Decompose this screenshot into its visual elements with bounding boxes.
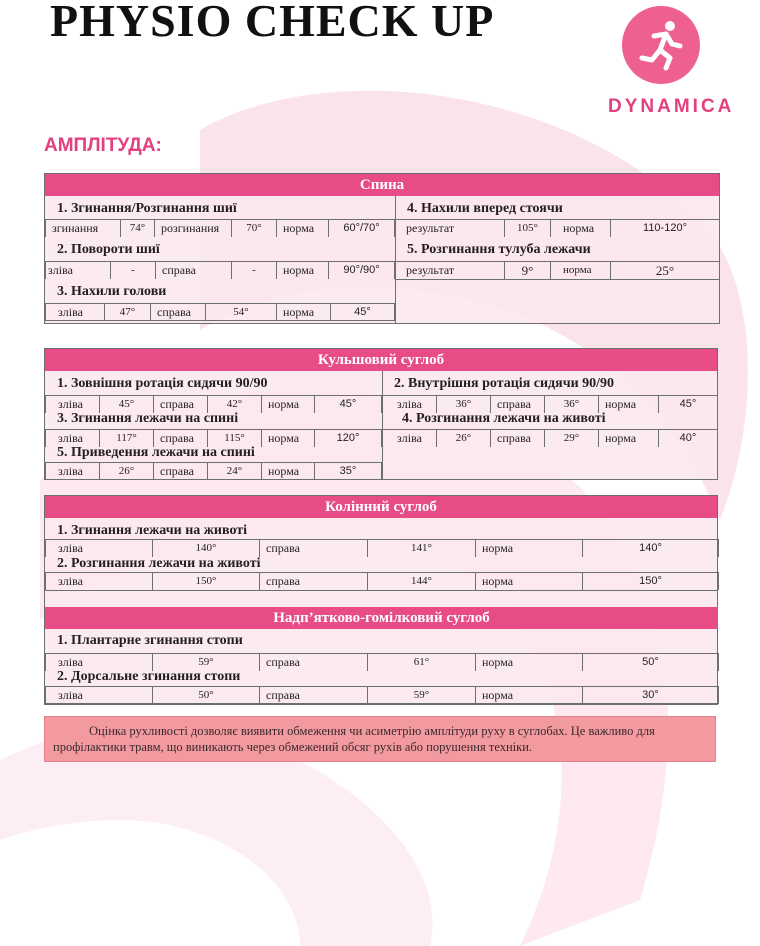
norm-value: 45°: [331, 304, 395, 320]
norm-label: норма: [277, 220, 329, 237]
left-label: зліва: [45, 540, 153, 557]
right-value: 141°: [368, 540, 476, 557]
right-label: справа: [154, 463, 208, 479]
left-value: -: [111, 262, 156, 279]
norm-value: 140°: [583, 540, 719, 557]
right-value: 115°: [208, 430, 262, 447]
norm-value: 25°: [611, 262, 720, 279]
right-value: 59°: [368, 687, 476, 703]
right-label: справа: [156, 262, 232, 279]
norm-label: норма: [551, 262, 611, 279]
left-label: зліва: [45, 573, 153, 590]
right-label: справа: [491, 430, 545, 447]
knee-ext-title: 2. Розгинання лежачи на животі: [57, 556, 261, 571]
plantar-title: 1. Плантарне згинання стопи: [57, 633, 243, 648]
ankle-panel-title: Надп’ятково-гомілковий суглоб: [45, 607, 718, 629]
trunk-ext-row: [395, 261, 720, 279]
knee-panel-title: Колінний суглоб: [45, 496, 717, 518]
adduction-title: 5. Приведення лежачи на спині: [57, 445, 255, 460]
norm-value: 35°: [315, 463, 382, 479]
result-value: 9°: [505, 262, 551, 279]
left-label: зліва: [45, 304, 105, 320]
left-label: зліва: [45, 463, 100, 479]
left-value: 117°: [100, 430, 154, 447]
left-value: 50°: [153, 687, 260, 703]
hip-ext-title: 4. Розгинання лежачи на животі: [402, 411, 606, 426]
norm-value: 45°: [659, 396, 718, 413]
norm-value: 150°: [583, 573, 719, 590]
forward-bend-title: 4. Нахили вперед стоячи: [407, 201, 563, 216]
right-value: -: [232, 262, 277, 279]
spine-panel-title: Спина: [45, 174, 719, 196]
right-value: 42°: [208, 396, 262, 413]
hip-panel-title: Кульшовий суглоб: [45, 349, 717, 371]
norm-label: норма: [262, 430, 315, 447]
norm-label: норма: [277, 304, 331, 320]
result-value: 105°: [505, 220, 551, 237]
right-label: справа: [260, 573, 368, 590]
knee-flex-row: [45, 539, 719, 557]
right-label: справа: [151, 304, 206, 320]
right-label: справа: [491, 396, 545, 413]
norm-value: 120°: [315, 430, 382, 447]
right-value: 29°: [545, 430, 599, 447]
hip-ext-row: [382, 429, 718, 447]
right-label: справа: [260, 540, 368, 557]
norm-label: норма: [277, 262, 329, 279]
right-value: 24°: [208, 463, 262, 479]
head-tilt-title: 3. Нахили голови: [57, 284, 167, 299]
neck-rot-row: [45, 261, 395, 279]
section-heading: АМПЛІТУДА:: [44, 135, 162, 156]
info-note: Оцінка рухливості дозволяє виявити обмеження чи асиметрію амплітуди руху в суглобах. Це важливо для профілактики травм, що виникають через обмежений обсяг рухів або порушення техніки.: [44, 716, 716, 762]
norm-label: норма: [262, 396, 315, 413]
left-label: зліва: [382, 396, 437, 413]
norm-value: 45°: [315, 396, 382, 413]
runner-icon: [622, 6, 700, 84]
result-label: результат: [395, 220, 505, 237]
hip-flex-title: 3. Згинання лежачи на спині: [57, 411, 239, 426]
ext-rot-title: 1. Зовнішня ротація сидячи 90/90: [57, 376, 268, 391]
hip-panel: [44, 348, 718, 480]
int-rot-title: 2. Внутрішня ротація сидячи 90/90: [394, 376, 615, 391]
result-label: результат: [395, 262, 505, 279]
right-value: 144°: [368, 573, 476, 590]
spine-panel: [44, 173, 720, 324]
right-value: 61°: [368, 654, 476, 671]
neck-rot-title: 2. Повороти шиї: [57, 242, 160, 257]
right-label: справа: [154, 430, 208, 447]
norm-value: 50°: [583, 654, 719, 671]
left-value: 26°: [437, 430, 491, 447]
left-label: зліва: [45, 654, 153, 671]
norm-label: норма: [476, 573, 583, 590]
norm-label: норма: [599, 430, 659, 447]
norm-label: норма: [551, 220, 611, 237]
left-value: 59°: [153, 654, 260, 671]
flex-label: згинання: [45, 220, 121, 237]
head-tilt-row: [45, 303, 395, 321]
flex-value: 74°: [121, 220, 155, 237]
dorsal-title: 2. Дорсальне згинання стопи: [57, 669, 241, 684]
adduction-row: [45, 462, 382, 480]
left-label: зліва: [45, 396, 100, 413]
left-value: 45°: [100, 396, 154, 413]
brand-name: DYNAMICA: [608, 96, 735, 117]
norm-value: 30°: [583, 687, 719, 703]
neck-flex-row: [45, 219, 395, 237]
right-label: справа: [260, 687, 368, 703]
ext-value: 70°: [232, 220, 277, 237]
knee-ankle-panel: [44, 495, 718, 705]
norm-label: норма: [262, 463, 315, 479]
forward-bend-row: [395, 219, 720, 237]
norm-value: 90°/90°: [329, 262, 395, 279]
left-value: 36°: [437, 396, 491, 413]
right-label: справа: [154, 396, 208, 413]
left-label: зліва: [45, 687, 153, 703]
norm-value: 40°: [659, 430, 718, 447]
knee-flex-title: 1. Згинання лежачи на животі: [57, 523, 248, 538]
left-label: зліва: [45, 262, 111, 279]
left-value: 140°: [153, 540, 260, 557]
right-label: справа: [260, 654, 368, 671]
left-value: 150°: [153, 573, 260, 590]
norm-label: норма: [476, 654, 583, 671]
norm-value: 60°/70°: [329, 220, 395, 237]
norm-value: 110-120°: [611, 220, 720, 237]
norm-label: норма: [476, 687, 583, 703]
norm-label: норма: [599, 396, 659, 413]
ext-label: розгинання: [155, 220, 232, 237]
right-value: 54°: [206, 304, 277, 320]
norm-label: норма: [476, 540, 583, 557]
left-value: 47°: [105, 304, 151, 320]
right-value: 36°: [545, 396, 599, 413]
trunk-ext-title: 5. Розгинання тулуба лежачи: [407, 242, 591, 257]
knee-ext-row: [45, 572, 719, 590]
neck-flex-title: 1. Згинання/Розгинання шиї: [57, 201, 237, 216]
dorsal-row: [45, 686, 719, 704]
left-label: зліва: [382, 430, 437, 447]
left-label: зліва: [45, 430, 100, 447]
page-title: PHYSIO CHECK UP: [50, 0, 495, 46]
left-value: 26°: [100, 463, 154, 479]
